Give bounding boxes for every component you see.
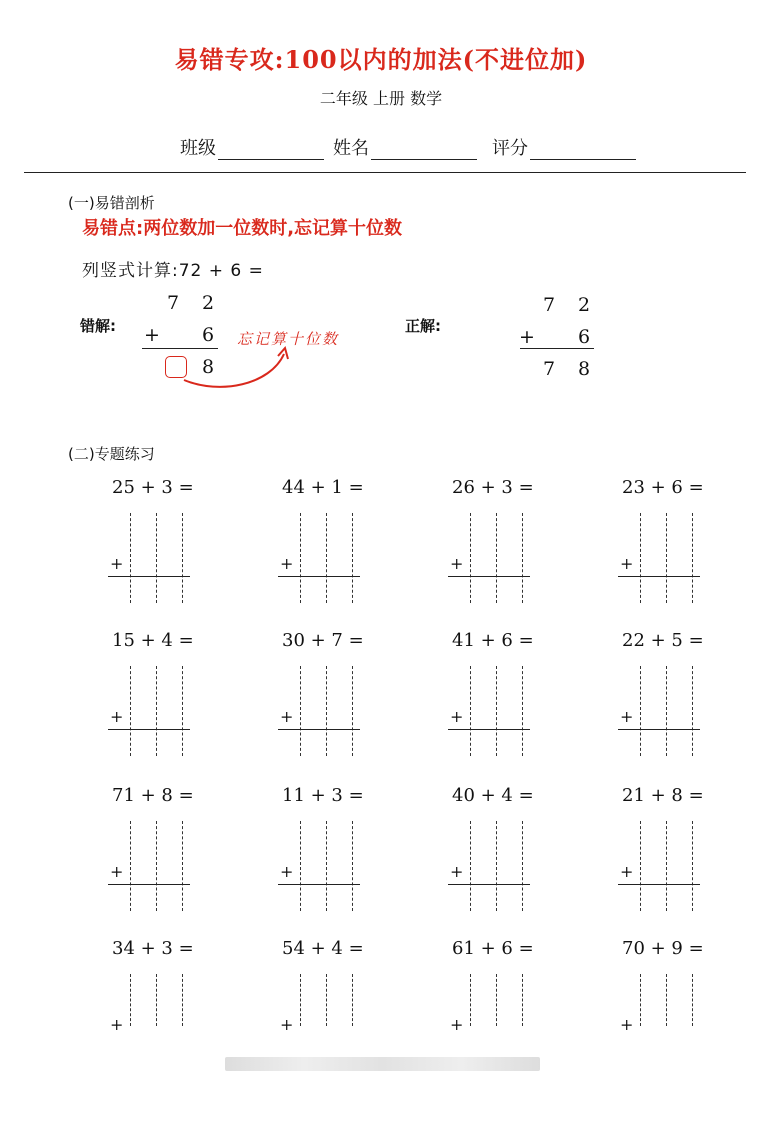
column-guide	[666, 666, 667, 756]
problem-equation: 15 + 4 =	[112, 630, 194, 651]
right-plus: +	[519, 326, 535, 348]
column-guide	[496, 974, 497, 1026]
column-guide	[470, 666, 471, 756]
column-guide	[130, 513, 131, 603]
section1-heading: (一)易错剖析	[68, 194, 155, 212]
score-field	[492, 134, 636, 160]
column-guide	[130, 974, 131, 1026]
page-subtitle: 二年级 上册 数学	[319, 89, 443, 108]
name-label: 姓名	[333, 138, 369, 159]
wrong-label: 错解:	[80, 317, 116, 335]
column-guide	[640, 821, 641, 911]
right-top-ones: 2	[577, 294, 591, 316]
column-guide	[130, 666, 131, 756]
annotation-arrow-icon	[170, 340, 300, 400]
column-guide	[326, 821, 327, 911]
class-label: 班级	[180, 138, 216, 159]
column-guide	[666, 974, 667, 1026]
answer-line[interactable]	[448, 729, 530, 730]
column-guide	[640, 513, 641, 603]
answer-line[interactable]	[618, 576, 700, 577]
column-guide	[182, 974, 183, 1026]
problem-equation: 34 + 3 =	[112, 938, 194, 959]
score-label: 评分	[492, 138, 528, 159]
problem-equation: 21 + 8 =	[622, 785, 704, 806]
column-guide	[666, 821, 667, 911]
error-note: 易错点:两位数加一位数时,忘记算十位数	[82, 218, 403, 239]
column-guide	[352, 666, 353, 756]
column-guide	[156, 821, 157, 911]
column-guide	[522, 821, 523, 911]
answer-line[interactable]	[618, 884, 700, 885]
column-guide	[640, 666, 641, 756]
problem-equation: 70 + 9 =	[622, 938, 704, 959]
column-guide	[692, 513, 693, 603]
answer-line[interactable]	[108, 884, 190, 885]
name-field	[333, 134, 477, 160]
column-guide	[352, 513, 353, 603]
class-blank	[218, 139, 324, 160]
header-divider	[24, 172, 746, 173]
column-guide	[352, 821, 353, 911]
problem-equation: 40 + 4 =	[452, 785, 534, 806]
wrong-top-tens: 7	[166, 292, 180, 314]
column-guide	[496, 513, 497, 603]
plus-sign: +	[280, 862, 294, 881]
column-guide	[522, 666, 523, 756]
plus-sign: +	[450, 554, 464, 573]
page-title: 易错专攻:100以内的加法(不进位加)	[174, 45, 588, 74]
column-guide	[496, 821, 497, 911]
plus-sign: +	[450, 862, 464, 881]
problem-equation: 41 + 6 =	[452, 630, 534, 651]
plus-sign: +	[620, 707, 634, 726]
problem-equation: 71 + 8 =	[112, 785, 194, 806]
right-result-ones: 8	[577, 358, 591, 380]
problem-equation: 26 + 3 =	[452, 477, 534, 498]
plus-sign: +	[110, 554, 124, 573]
answer-line[interactable]	[448, 576, 530, 577]
plus-sign: +	[450, 707, 464, 726]
plus-sign: +	[110, 707, 124, 726]
plus-sign: +	[280, 707, 294, 726]
class-field	[180, 134, 324, 160]
right-result-tens: 7	[542, 358, 556, 380]
column-guide	[326, 666, 327, 756]
answer-line[interactable]	[278, 576, 360, 577]
section2-heading: (二)专题练习	[68, 445, 155, 463]
answer-line[interactable]	[448, 884, 530, 885]
column-guide	[156, 513, 157, 603]
wrong-result: 8	[201, 356, 215, 378]
plus-sign: +	[620, 554, 634, 573]
column-guide	[300, 666, 301, 756]
wrong-addend: 6	[201, 324, 215, 346]
column-guide	[692, 666, 693, 756]
column-guide	[352, 974, 353, 1026]
name-blank	[371, 139, 477, 160]
right-label: 正解:	[405, 317, 441, 335]
plus-sign: +	[280, 1015, 294, 1034]
problem-equation: 30 + 7 =	[282, 630, 364, 651]
problem-equation: 61 + 6 =	[452, 938, 534, 959]
plus-sign: +	[110, 1015, 124, 1034]
wrong-top-ones: 2	[201, 292, 215, 314]
answer-line[interactable]	[108, 576, 190, 577]
column-guide	[182, 821, 183, 911]
problem-equation: 11 + 3 =	[282, 785, 364, 806]
column-guide	[470, 513, 471, 603]
column-guide	[522, 513, 523, 603]
plus-sign: +	[450, 1015, 464, 1034]
answer-line[interactable]	[618, 729, 700, 730]
column-guide	[666, 513, 667, 603]
plus-sign: +	[620, 1015, 634, 1034]
right-sum-line	[520, 348, 594, 349]
column-guide	[470, 974, 471, 1026]
column-guide	[326, 974, 327, 1026]
calc-prompt: 列竖式计算:72 + 6 =	[82, 261, 264, 281]
column-guide	[130, 821, 131, 911]
column-guide	[692, 821, 693, 911]
plus-sign: +	[620, 862, 634, 881]
problem-equation: 25 + 3 =	[112, 477, 194, 498]
column-guide	[300, 821, 301, 911]
problem-equation: 22 + 5 =	[622, 630, 704, 651]
answer-line[interactable]	[278, 884, 360, 885]
answer-line[interactable]	[278, 729, 360, 730]
column-guide	[326, 513, 327, 603]
column-guide	[640, 974, 641, 1026]
column-guide	[182, 666, 183, 756]
column-guide	[522, 974, 523, 1026]
column-guide	[496, 666, 497, 756]
plus-sign: +	[110, 862, 124, 881]
column-guide	[300, 513, 301, 603]
right-addend: 6	[577, 326, 591, 348]
error-annotation: 忘记算十位数	[237, 330, 340, 348]
column-guide	[300, 974, 301, 1026]
column-guide	[156, 666, 157, 756]
column-guide	[182, 513, 183, 603]
blurred-footer	[225, 1057, 540, 1071]
column-guide	[156, 974, 157, 1026]
problem-equation: 23 + 6 =	[622, 477, 704, 498]
plus-sign: +	[280, 554, 294, 573]
problem-equation: 54 + 4 =	[282, 938, 364, 959]
column-guide	[470, 821, 471, 911]
column-guide	[692, 974, 693, 1026]
wrong-plus: +	[144, 324, 160, 346]
score-blank	[530, 139, 636, 160]
answer-line[interactable]	[108, 729, 190, 730]
right-top-tens: 7	[542, 294, 556, 316]
problem-equation: 44 + 1 =	[282, 477, 364, 498]
